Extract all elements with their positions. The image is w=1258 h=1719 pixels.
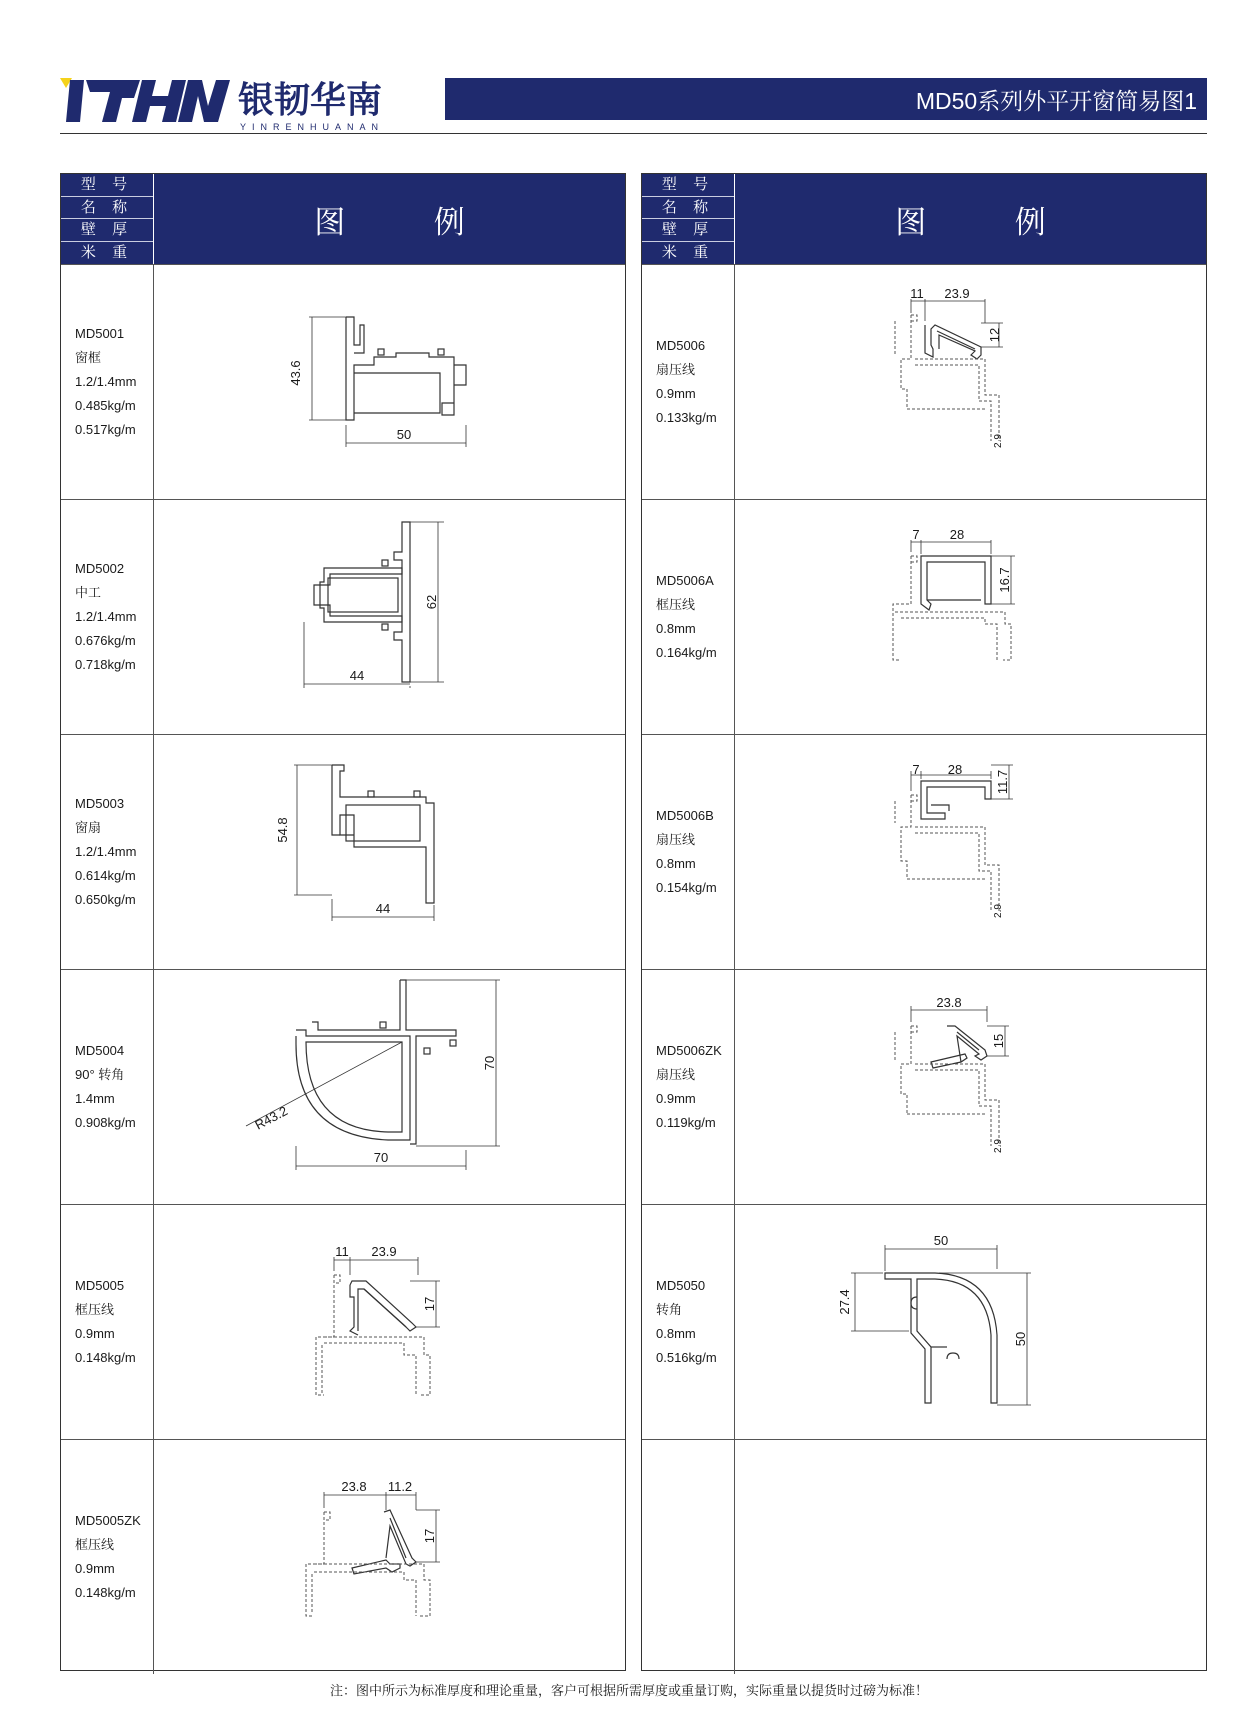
- header-divider: [60, 133, 1207, 134]
- brand-pinyin: YINRENHUANAN: [240, 122, 385, 132]
- dim-edge: 2.9: [993, 1139, 1004, 1153]
- model-code: MD5006ZK: [656, 1043, 722, 1058]
- dim-b: 23.9: [944, 286, 970, 301]
- profile-name: 框压线: [656, 597, 696, 612]
- meter-weight: 0.119kg/m: [656, 1115, 716, 1130]
- wall-thickness: 0.8mm: [656, 1326, 696, 1341]
- profile-drawing-md5006zk: [735, 970, 1206, 1203]
- row-info: [642, 1205, 735, 1439]
- row-info: [61, 265, 154, 499]
- table-row: [61, 1439, 625, 1674]
- dim-height: 62: [424, 594, 439, 610]
- meter-weight-alt: 0.650kg/m: [75, 892, 136, 907]
- row-info: [642, 735, 735, 969]
- profile-drawing: [735, 970, 1206, 1204]
- profile-name: 框压线: [75, 1537, 115, 1552]
- dim-height: 70: [482, 1055, 497, 1071]
- right-catalog-table: [641, 173, 1207, 1671]
- dim-a: 23.8: [341, 1479, 367, 1494]
- wall-thickness: 1.2/1.4mm: [75, 609, 137, 624]
- row-info: [61, 1205, 154, 1439]
- header-title: 图 例: [314, 204, 505, 240]
- table-row: [61, 1204, 625, 1439]
- row-info: [642, 1440, 735, 1674]
- wall-thickness: 1.4mm: [75, 1091, 115, 1106]
- dim-height-outer: 50: [1013, 1331, 1028, 1347]
- row-info: [61, 970, 154, 1204]
- dim-width: 50: [933, 1233, 949, 1248]
- brand-logo: [60, 72, 430, 134]
- row-info: [61, 500, 154, 734]
- model-code: MD5006B: [656, 808, 714, 823]
- table-row: [61, 734, 625, 969]
- wall-thickness: 0.9mm: [656, 1091, 696, 1106]
- table-row: [61, 264, 625, 499]
- wall-thickness: 0.9mm: [75, 1561, 115, 1576]
- header-title: 图 例: [895, 204, 1086, 240]
- header-label-thickness: 壁 厚: [642, 219, 734, 242]
- table-row: [642, 734, 1206, 969]
- row-info: [642, 970, 735, 1204]
- profile-name: 框压线: [75, 1302, 115, 1317]
- model-code: MD5003: [75, 796, 125, 811]
- profile-name: 扇压线: [656, 1067, 696, 1082]
- profile-drawing: [154, 735, 625, 969]
- profile-drawing: [735, 735, 1206, 969]
- header-label-model: 型 号: [61, 174, 153, 197]
- profile-name: 扇压线: [656, 362, 696, 377]
- profile-drawing: [735, 500, 1206, 734]
- profile-drawing-md5050: [735, 1205, 1206, 1438]
- profile-drawing: [735, 1205, 1206, 1439]
- wall-thickness: 0.8mm: [656, 856, 696, 871]
- table-header: [642, 174, 1206, 264]
- meter-weight: 0.485kg/m: [75, 398, 136, 413]
- table-row: [61, 969, 625, 1204]
- meter-weight: 0.148kg/m: [75, 1350, 136, 1365]
- profile-drawing: [154, 265, 625, 499]
- header-label-weight: 米 重: [80, 243, 134, 261]
- header-label-name: 名 称: [642, 197, 734, 220]
- header-label-model: 型 号: [642, 174, 734, 197]
- header-labels: [642, 174, 735, 264]
- profile-drawing-md5005zk: [154, 1440, 625, 1673]
- profile-drawing: [154, 500, 625, 734]
- dim-width: 70: [373, 1150, 389, 1165]
- title-bar: [445, 78, 1207, 120]
- meter-weight: 0.908kg/m: [75, 1115, 136, 1130]
- wall-thickness: 0.9mm: [656, 386, 696, 401]
- profile-drawing: [154, 1440, 625, 1674]
- dim-height: 17: [422, 1528, 437, 1544]
- model-code: MD5050: [656, 1278, 706, 1293]
- profile-name: 90° 转角: [75, 1067, 125, 1082]
- dim-edge: 2.9: [993, 434, 1004, 448]
- profile-name: 窗扇: [75, 820, 102, 835]
- model-code: MD5002: [75, 561, 125, 576]
- dim-a: 11: [910, 286, 924, 301]
- model-code: MD5004: [75, 1043, 125, 1058]
- meter-weight: 0.676kg/m: [75, 633, 136, 648]
- dim-a: 11: [335, 1244, 349, 1259]
- dim-height: 16.7: [997, 567, 1012, 593]
- dim-radius: R43.2: [252, 1103, 291, 1133]
- profile-drawing-md5004: [154, 970, 625, 1203]
- table-row-empty: [642, 1439, 1206, 1674]
- row-info: [642, 500, 735, 734]
- row-info: [61, 735, 154, 969]
- dim-height: 54.8: [275, 817, 290, 843]
- table-row: [61, 499, 625, 734]
- profile-drawing-md5003: [154, 735, 625, 968]
- dim-height: 12: [987, 327, 1002, 343]
- header-labels: [61, 174, 154, 264]
- profile-drawing-md5006: [735, 265, 1206, 498]
- dim-width: 50: [396, 427, 412, 442]
- meter-weight: 0.154kg/m: [656, 880, 717, 895]
- profile-drawing: [154, 1205, 625, 1439]
- profile-drawing-md5001: [154, 265, 625, 498]
- model-code: MD5005: [75, 1278, 125, 1293]
- page-title: MD50系列外平开窗简易图1: [915, 87, 1197, 114]
- model-code: MD5006: [656, 338, 706, 353]
- dim-b: 23.8: [936, 995, 962, 1010]
- header-label-weight: 米 重: [661, 243, 715, 261]
- wall-thickness: 0.9mm: [75, 1326, 115, 1341]
- dim-width: 44: [349, 668, 365, 683]
- table-row: [642, 499, 1206, 734]
- wall-thickness: 1.2/1.4mm: [75, 844, 137, 859]
- dim-height: 15: [991, 1033, 1006, 1049]
- brand-name: 银韧华南: [238, 79, 383, 120]
- dim-height: 17: [422, 1296, 437, 1312]
- dim-a: 7: [912, 762, 920, 777]
- header-label-name: 名 称: [61, 197, 153, 220]
- table-header: [61, 174, 625, 264]
- table-row: [642, 1204, 1206, 1439]
- meter-weight-alt: 0.718kg/m: [75, 657, 136, 672]
- profile-drawing-md5006a: [735, 500, 1206, 733]
- meter-weight: 0.133kg/m: [656, 410, 717, 425]
- left-catalog-table: [60, 173, 626, 1671]
- profile-name: 转角: [656, 1302, 683, 1317]
- meter-weight-alt: 0.517kg/m: [75, 422, 136, 437]
- model-code: MD5001: [75, 326, 125, 341]
- meter-weight: 0.516kg/m: [656, 1350, 717, 1365]
- wall-thickness: 1.2/1.4mm: [75, 374, 137, 389]
- wall-thickness: 0.8mm: [656, 621, 696, 636]
- dim-b: 28: [947, 762, 963, 777]
- header-label-thickness: 壁 厚: [61, 219, 153, 242]
- profile-drawing: [735, 1440, 1206, 1674]
- dim-height-inner: 27.4: [837, 1289, 852, 1315]
- profile-drawing: [735, 265, 1206, 499]
- meter-weight: 0.164kg/m: [656, 645, 717, 660]
- dim-b: 11.2: [387, 1479, 413, 1494]
- dim-a: 7: [912, 527, 920, 542]
- dim-height: 43.6: [288, 360, 303, 386]
- row-info: [642, 265, 735, 499]
- profile-drawing: [154, 970, 625, 1204]
- model-code: MD5006A: [656, 573, 714, 588]
- profile-name: 中工: [75, 585, 102, 600]
- model-code: MD5005ZK: [75, 1513, 141, 1528]
- table-row: [642, 264, 1206, 499]
- dim-b: 23.9: [371, 1244, 397, 1259]
- profile-drawing-md5005: [154, 1205, 625, 1438]
- meter-weight: 0.148kg/m: [75, 1585, 136, 1600]
- footnote: 注：图中所示为标准厚度和理论重量，客户可根据所需厚度或重量订购，实际重量以提货时过磅为标准！: [329, 1683, 928, 1698]
- dim-edge: 2.9: [993, 904, 1004, 918]
- meter-weight: 0.614kg/m: [75, 868, 136, 883]
- dim-b: 28: [949, 527, 965, 542]
- profile-name: 窗框: [75, 350, 102, 365]
- table-row: [642, 969, 1206, 1204]
- row-info: [61, 1440, 154, 1674]
- brand-logo-graphic: [60, 72, 430, 134]
- profile-drawing-md5006b: [735, 735, 1206, 968]
- dim-width: 44: [375, 901, 391, 916]
- profile-drawing-md5002: [154, 500, 625, 733]
- profile-name: 扇压线: [656, 832, 696, 847]
- dim-height: 11.7: [995, 769, 1010, 795]
